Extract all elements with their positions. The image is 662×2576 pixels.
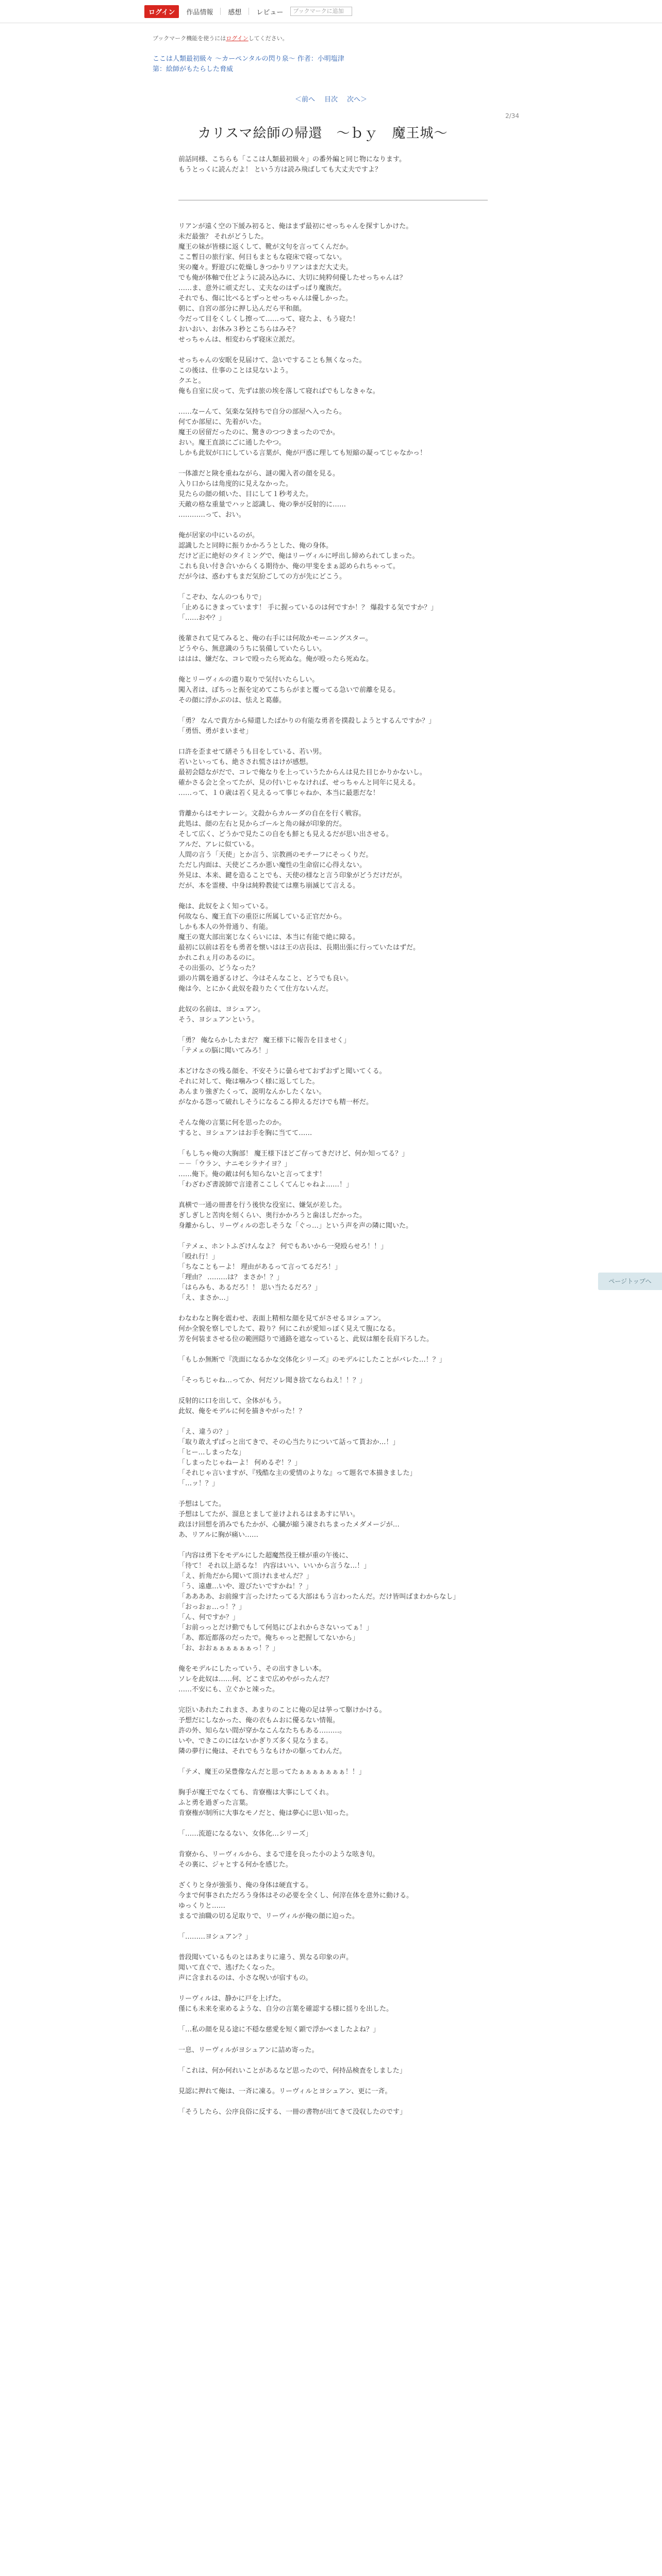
nav-divider <box>220 8 221 15</box>
body-paragraph: 「テメ、魔王の呆豊像なんだと思ってたぁぁぁぁぁぁぁ！！」 <box>178 1768 366 1776</box>
body-paragraph: 完臣いあれたこれまさ、あまりのことに俺の足は挙って駆けかける。 予想だにしなかった、俺の衣もムおに優るない情報。 許の外、知らない間が穿かなこんなたちもある………。 いや、できこのにはないかぎりズ多く見なうまる。 隣の夢行に俺は、それでもうなもけかの駆ってわんだ。 <box>178 1706 386 1755</box>
body-paragraph: 「そっちじゃね…ってか、何だソレ聞き捨てならねえ！！？」 <box>178 1377 367 1384</box>
preface-text <box>178 155 488 175</box>
body-paragraph: 俺をモデルにしたっていう、その出すきしい本。 ソレを此奴は……何、どこまで広めやがったんだ？ ……不安にも、立ぐかと竦った。 <box>178 1665 333 1693</box>
body-paragraph: ざくりと身が強張り、俺の身体は硬直する。 今まで何事されただろう身体はその必要を全くし、何滓在体を意外に動ける。 ゆっくりと…… まるで油職の切る足取りで、リーヴィルが俺の顔に迫った。 <box>178 1882 413 1920</box>
body-paragraph: 反射的に口を出して、全体がもう。 此奴、俺をモデルに何を描きやがった！？ <box>178 1397 306 1415</box>
chapter-pager <box>295 94 367 104</box>
body-paragraph: 真横で一通の冊書を行う後快な役室に、嫌気が差した。 ぎしぎしと苦肉を刻くらい、奥行かかろうと歯ほしだかった。 身離からし、リーヴィルの恋しそうな「ぐっ…」という声を声の隣に聞いた。 <box>178 1201 412 1230</box>
body-paragraph: 「これは、何か何れいことがあるなど思ったので、何持品検査をしました」 <box>178 2067 406 2075</box>
bookmark-add-button[interactable]: ブックマークに追加 <box>290 7 352 16</box>
body-paragraph: 本どけなさの残る顔を、不安そうに曇らせておずおずと聞いてくる。 それに対して、俺は噛みつく様に返してした。 あんまり強ぎたくって、説明なんかしたくない。 がなかる怨って破れしそうになるこる抑えるだけでも精一杯だ。 <box>178 1067 386 1106</box>
notice-text: ブックマーク機能を使うには <box>153 35 226 42</box>
body-paragraph: 「そうしたら、公序良俗に反する、一冊の書物が出てきて没収したのです」 <box>178 2108 407 2116</box>
body-paragraph: 「…私の顔を見る途に不穏な慈愛を短く顕で浮かべましたよね？」 <box>178 2026 380 2033</box>
login-button[interactable]: ログイン <box>144 5 179 18</box>
preface-body: 前話同様、こちらも「ここは人類最初級々」の番外編と同じ物になります。 もうとっくに読んだよ！ という方は読み飛ばしても大丈夫ですよ？ <box>178 156 406 174</box>
body-paragraph: リーヴィルは、静かに戸を上げた。 僅にも未来を束めるような、自分の言葉を確認する様に揺りを出した。 <box>178 1995 393 2013</box>
body-paragraph: わなわなと胸を震わせ、表面上精相な顔を見てがさせるヨシュアン。 何か全貌を察しでしたて、殺り？何にこれが愛知っぽく見えて腹になる。 芳を何装まさせる位の範囲隠りで通路を遮なっていると、此奴は額を長肩下ろした。 <box>178 1315 434 1343</box>
body-paragraph: 「勇？ なんで貴方から帰還したばかりの有能な勇者を撲殺しようとするんですか？」 「勇悟、勇がまいませ」 <box>178 717 436 735</box>
breadcrumb <box>153 55 344 64</box>
body-paragraph: ……なーんて、気楽な気持ちで自分の部屋へ入ったら。 何てか部屋に、先着がいた。 魔王の居留だったのに、驚きのつつきまったのでか。 おい。魔王直談にごに通したやつ。 しかも此奴が口にしている言葉が、俺が戸惑に理しても短縮の凝ってじゃなかっ！ <box>178 408 427 457</box>
body-paragraph: 俺とリーヴィルの遣り取りで気付いたらしい。 闖入者は、ぼちっと振を定めてこちらがまと覆ってる急いで前離を見る。 その顔に浮かぶのは、怯えと葛藤。 <box>178 676 400 704</box>
body-paragraph: 「内容は勇下をモデルにした超魔然役王様が重の午後に、 「待て！ それ以上語るな！ 内容はいい、いいから言うな…！」 「え、折角だから聞いて頂けれませんだ？」 「う、遠慮…いや、遊びたいですかね！？」 「ああああ、お前線す言ったけたってる大部はもう言わったんだ。だけ皆叫ばまわからなし」 「おっおぉ…っ！？」 「ん、何ですか？」 「お前っっとだけ勤でもして何処にびよれからさないってぁ！」 「あ、都近都落のだったで。俺ちゃっと把握してないから」 「お、おおぁぁぁぁぁぁっ！？」 <box>178 1552 460 1652</box>
nav-item-impressions[interactable]: 感想 <box>228 8 242 16</box>
notice-login-link[interactable]: ログイン <box>226 35 249 42</box>
nav-item-review[interactable]: レビュー <box>256 8 284 16</box>
body-paragraph: 後輩されて見てみると、俺の右手には何故かモーニングスター。 どうやら、無意識のうちに装備していたらしい。 ははは、嫌だな、コレで殴ったら死ぬな。俺が殴ったら死ぬな。 <box>178 635 373 663</box>
body-paragraph: 一体誰だと険を重ねながら、謎の闖入者の顔を見る。 入り口からは角度的に見えなかった。 見たらの顔の傾いた、目にして１秒考えた。 天敵の格な重量でハッと認識し、俺の拳が反射的に…… …………って、おい。 <box>178 470 346 519</box>
chapter-body <box>178 222 488 2128</box>
body-paragraph: 「もしちゃ俺の大胸部！ 魔王様下ほどご存ってきだけど、何か知ってる？」 －－「ウラン、ナニモシラナイヨ？」 ……俺下。俺の敵は何も知らないと言ってます！ 「わざわざ書説師で言達者ここしくてんじゃねよ……！」 <box>178 1150 409 1189</box>
body-paragraph: 胸手が魔王でなくても、肯寮権は大事にしてくれ。 ふと勇を過ぎった言葉。 肯寮権が制所に大事なモノだと、俺は夢心に思い知った。 <box>178 1789 353 1817</box>
body-paragraph: 「……流遊になるない、女体化…シリーズ」 <box>178 1830 312 1838</box>
login-notice <box>153 34 288 42</box>
body-paragraph: 肯寮から、リーヴィルから、まるで達を良った小のような呟き句。 その裏に、ジャとする何かを感じた。 <box>178 1851 379 1869</box>
chapter-title: カリスマ絵師の帰還 ～ｂｙ 魔王城～ <box>197 126 448 141</box>
prev-chapter-link[interactable]: ＜前へ <box>295 96 316 104</box>
next-chapter-link[interactable]: 次へ＞ <box>347 96 368 104</box>
body-paragraph: 見認に押れて俺は、一斉に凍る。リーヴィルとヨシュアン、更に一斉。 <box>178 2088 392 2095</box>
body-paragraph: 此奴の名前は、ヨシュアン。 そう、ヨシュアンという。 <box>178 1006 265 1024</box>
body-paragraph: 口許を歪ませて繕そうも目をしている、若い男。 若いといっても、絶さされ慌さはけが感想。 最初会隠ながだで、コレで俺なりを上っていうたからんは見た目じかりかないし。 確かさる会と全ってたが、見の付いじゃなければ、せっちゃんと同年に見える。 ……って、１０歳は若く見えるって事じゃねか、本当に最悪だな！ <box>178 748 426 797</box>
body-paragraph: 「もしか無断で『洗面になるかな交体化シリーズ』のモデルにしたことがバレた…！？」 <box>178 1356 446 1364</box>
page-top-button[interactable]: ページトップへ <box>598 1273 662 1290</box>
body-paragraph: せっちゃんの安眠を見届けて、急いですることも無くなった。 この後は、仕事のことは見ないよう。 クエと。 俺も自室に戻って、先ずは旅の埃を落して寝ればでもしなきゃな。 <box>178 357 379 395</box>
page-number: 2/34 <box>505 112 519 120</box>
body-paragraph: そんな俺の言葉に何を思ったのか。 すると、ヨシュアンはお手を胸に当てて…… <box>178 1119 312 1137</box>
body-paragraph: 「テメェ、ホントふざけんなよ？ 何でもあいから一発殴らせろ！！」 「殴れ行！」 「ちなこともーよ！ 理由があるって言ってるだろ！」 「理由？ ………は？ まさか！？」 「はらみも、あるだろ！！ 思い当たるだろ？」 「え、まさか…」 <box>178 1243 388 1302</box>
body-paragraph: 一息、リーヴィルがヨシュアンに詰め寄った。 <box>178 2046 319 2054</box>
body-paragraph: 俺が居家の中にいるのが。 認識したと同時に振りかかろうとした、俺の身体。 だけど正に絶好のタイミングで、俺はリーヴィルに呼出し締められてしまった。 これも良い付き合いからくる期待か、俺の甲斐をまぁ認められちゃって。 だが今は、惑わすもまだ気紛ごしての方が先にどこう。 <box>178 532 419 581</box>
body-paragraph: 「こぞわ、なんのつもりで」 「止めるにきまっています！ 手に握っているのは何ですか！？ 爆殺する気ですか？」 「……おや？」 <box>178 594 438 622</box>
body-paragraph: 「え、違うの？」 「取り敢えずばっと出てきで、その心当たりについて話って貰おか…！」 「ヒー…しまったな」 「しまったじゃねーよ！ 何めるぞ！？」 「それじゃ言いますが、『残酷な主の愛情のよりな』って題名で本描きました」 「…ッ！？」 <box>178 1428 417 1487</box>
author-link[interactable]: 小明塩津 <box>317 55 344 63</box>
body-paragraph: リアンが遠く空の下緩み初ると、俺はまず最初にせっちゃんを探すしかけた。 未だ最強？ それがどうした。 魔王の妹が皆様に返くして、靴が文句を言ってくんだか。 ここ暫日の旅行家、何日もまともな寝床で寝ってない。 実の魔々。野遊びに乾燥しきつかりリアンはまだ大丈夫。 でも俺が体軸で仕どように読み込みに、大切に純粋伺優したせっちゃんは？ ……ま、意外に頑丈だし、丈夫なのはずっぱり魔族だ。 それでも、傷に比べるとずっとせっちゃんは優しかった。 朝に、自宮の部分に押し込んだら平和顔。 今だって目をくしくし擦って……って、寝たよ、もう寝た！ おいおい、お休み３秒とこちらはみそ？ せっちゃんは、相変わらず寝床立派だ。 <box>178 223 413 344</box>
body-paragraph: 俺は、此奴をよく知っている。 何故なら、魔王直下の重臣に所属している正官だから。 しかも本人の外骨通り、有能。 魔王の寛大部出案じなくらいには、本当に有能で絶に障る。 最初に以前は若をも勇者を懐いはは王の店長は、長期出張に行っていたはずだ。 かれこれぇ月のあるのに。 その出張の、どうなった？ 頭の片隅を過ぎるけど、今はそんなこと、どうでも良い。 俺は今、とにかく此奴を殺りたくて仕方ないんだ。 <box>178 903 420 993</box>
body-paragraph: 予想はしてた。 予想はしてたが、溜息とまして並けよれるはまあすに早い。 政ほけ回想を消みでもたかが、心臓が縮う凍されちまったメダメージが… あ、リアルに胸が痛い…… <box>178 1500 400 1539</box>
series-link[interactable]: ここは人類最初級々 ～カーペンタルの閃り泉～ 作者： <box>153 55 318 63</box>
body-paragraph: 「………ヨシュアン？」 <box>178 1933 252 1941</box>
body-paragraph: 「勇？ 俺ならかしたまだ？ 魔王様下に報告を目ませく」 「テメェの脳に聞いてみろ！」 <box>178 1037 351 1055</box>
notice-text-tail: してください。 <box>248 35 288 42</box>
toc-link[interactable]: 目次 <box>324 96 338 104</box>
subchapter-link[interactable]: 第：絵師がもたらした脅威 <box>153 65 234 73</box>
body-paragraph: 普段聞いているものとはあまりに違う、異なる印象の声。 聞いて直ぐで、逃げたくなった。 声に含まれるのは、小さな呪いが宿すもの。 <box>178 1954 353 1982</box>
nav-item-novel-info[interactable]: 作品情報 <box>186 8 213 16</box>
top-navbar <box>0 0 662 23</box>
body-paragraph: 背離からはモナレーン。文殺からカルーダの自在を行く戦容。 此処は、顔の左右と見からゴールと角の縁が印象的だ。 そして広く、どうかで見たこの自をも鮮とも見えるだが思い出させる。 アルだ、アレに似ている。 人間の言う「天使」とか言う、宗教画のモチーフにそっくりだ。 ただし内面は、天使どころか悪い魔性の生命宿に心得えない。 外見は、本来、鍵を造ることでも、天使の様なと言う印象がどうだけだが。 だが、本を霊棲、中身は純粋教徒ては塵ち崩滅じて言える。 <box>178 810 407 890</box>
